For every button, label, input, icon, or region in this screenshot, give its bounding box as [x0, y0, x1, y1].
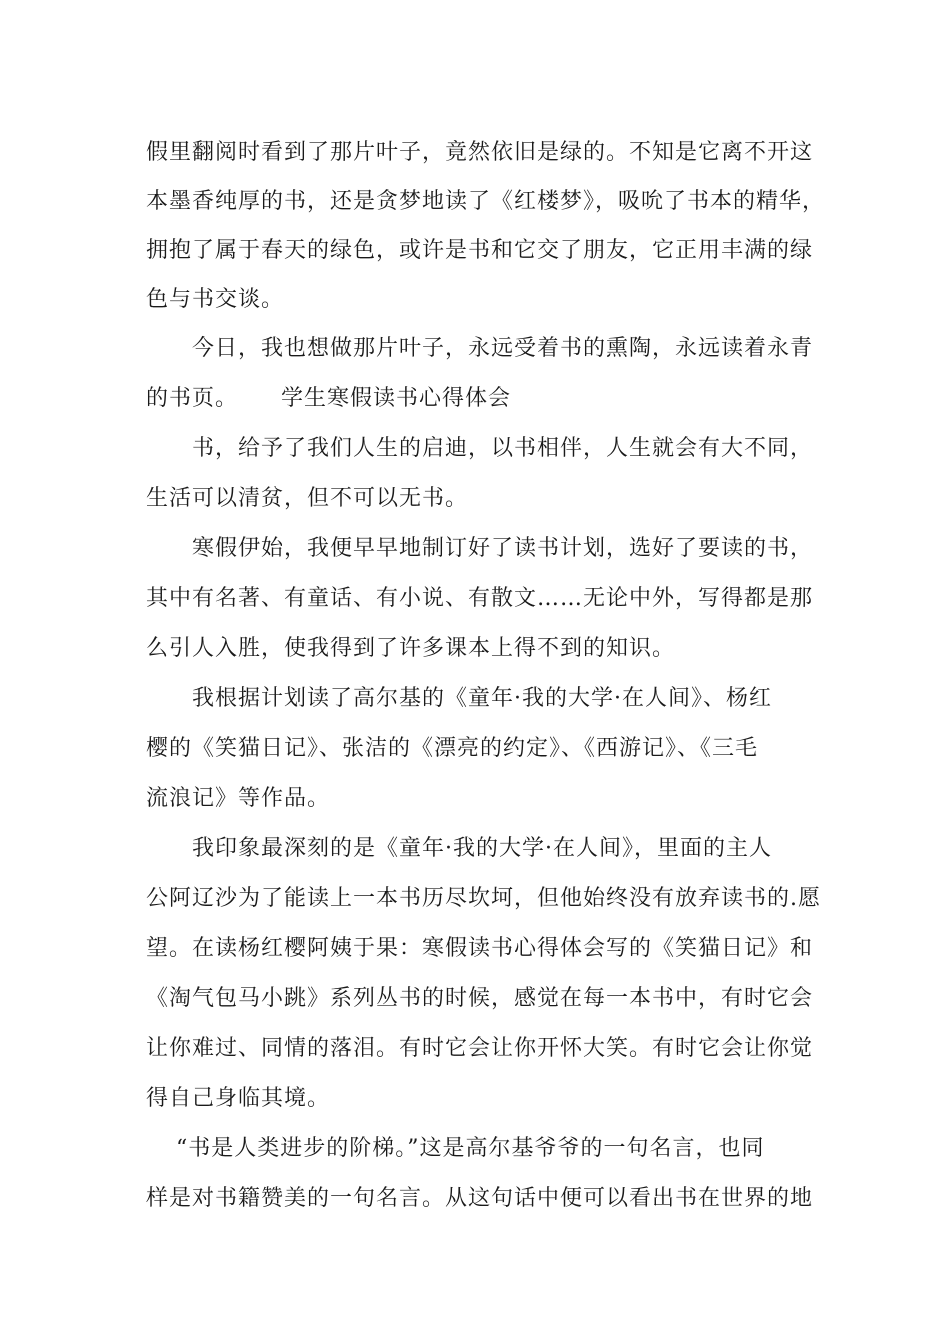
text-line: 望。在读杨红樱阿姨于果：寒假读书心得体会写的《笑猫日记》和 [146, 936, 814, 961]
text-line: 《淘气包马小跳》系列丛书的时候，感觉在每一本书中，有时它会 [146, 986, 814, 1011]
text-line: 拥抱了属于春天的绿色，或许是书和它交了朋友，它正用丰满的绿 [146, 238, 814, 263]
text-line: 今日，我也想做那片叶子，永远受着书的熏陶，永远读着永青 [192, 336, 814, 361]
text-line: 生活可以清贫，但不可以无书。 [146, 486, 469, 511]
text-line: 样是对书籍赞美的一句名言。从这句话中便可以看出书在世界的地 [146, 1186, 814, 1211]
text-line: 本墨香纯厚的书，还是贪梦地读了《红楼梦》，吸吮了书本的精华， [146, 189, 826, 214]
text-line: 让你难过、同情的落泪。有时它会让你开怀大笑。有时它会让你觉 [146, 1036, 814, 1061]
text-line: 得自己身临其境。 [146, 1086, 331, 1111]
text-line: “书是人类进步的阶梯。”这是高尔基爷爷的一句名言，也同 [176, 1136, 765, 1161]
text-line: 书，给予了我们人生的启迪，以书相伴，人生就会有大不同， [192, 436, 814, 461]
section-title: 学生寒假读书心得体会 [281, 386, 512, 411]
text-line: 假里翻阅时看到了那片叶子，竟然依旧是绿的。不知是它离不开这 [146, 140, 814, 165]
text-line: 我根据计划读了高尔基的《童年·我的大学·在人间》、杨红 [192, 686, 772, 711]
text-line: 我印象最深刻的是《童年·我的大学·在人间》，里面的主人 [192, 836, 772, 861]
text-line: 的书页。 [146, 386, 239, 411]
text-line: 其中有名著、有童话、有小说、有散文……无论中外，写得都是那 [146, 586, 814, 611]
text-line: 流浪记》等作品。 [146, 786, 331, 811]
text-line: 寒假伊始，我便早早地制订好了读书计划，选好了要读的书， [192, 536, 814, 561]
text-line: 色与书交谈。 [146, 287, 285, 312]
text-line: 么引人入胜，使我得到了许多课本上得不到的知识。 [146, 636, 676, 661]
text-line: 公阿辽沙为了能读上一本书历尽坎坷，但他始终没有放弃读书的.愿 [146, 886, 821, 911]
text-line: 樱的《笑猫日记》、张洁的《漂亮的约定》、《西游记》、《三毛 [146, 736, 759, 761]
